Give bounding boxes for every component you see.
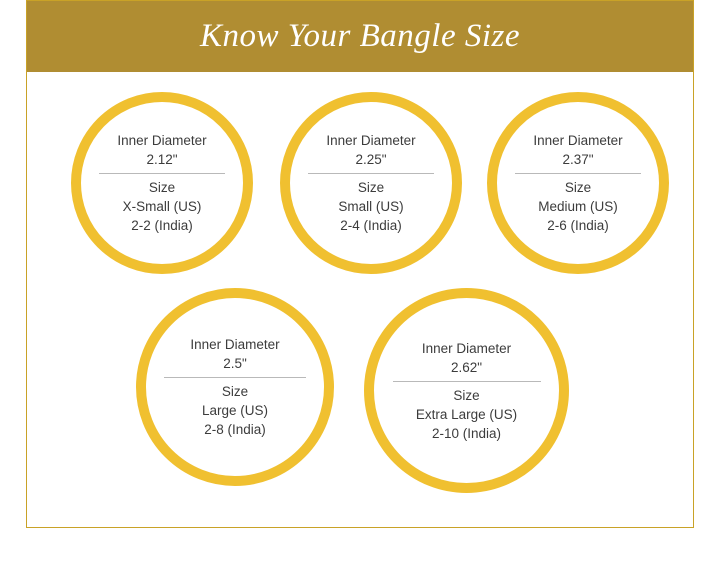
bangle-text-block — [164, 335, 306, 439]
inner-diameter-label: Inner Diameter — [533, 133, 623, 148]
inner-diameter-label: Inner Diameter — [421, 340, 512, 356]
divider — [515, 173, 641, 174]
chart-header-banner — [27, 1, 693, 72]
size-label: Size — [357, 180, 385, 195]
bangle-size-large — [136, 288, 334, 486]
bangle-size-xsmall — [71, 92, 253, 274]
bangle-text-block — [308, 131, 434, 235]
divider — [164, 377, 306, 378]
bangle-size-extra-large — [364, 288, 569, 493]
size-us-value: Large (US) — [201, 403, 268, 418]
inner-diameter-value: 2.12" — [146, 152, 178, 167]
page-title: Know Your Bangle Size — [199, 18, 521, 54]
size-india-value: 2-10 (India) — [431, 425, 502, 441]
size-label: Size — [148, 180, 176, 195]
divider — [99, 173, 225, 174]
bangle-size-medium — [487, 92, 669, 274]
size-india-value: 2-8 (India) — [204, 422, 266, 437]
size-label: Size — [221, 384, 249, 399]
divider — [393, 381, 541, 382]
size-us-value: X-Small (US) — [122, 199, 202, 214]
divider — [308, 173, 434, 174]
inner-diameter-value: 2.37" — [562, 152, 594, 167]
inner-diameter-value: 2.5" — [223, 356, 247, 371]
bangle-text-block — [393, 339, 541, 443]
size-label: Size — [453, 387, 480, 403]
bangle-text-block — [99, 131, 225, 235]
inner-diameter-label: Inner Diameter — [326, 133, 416, 148]
size-us-value: Medium (US) — [538, 199, 618, 214]
bangle-size-small — [280, 92, 462, 274]
inner-diameter-value: 2.62" — [450, 359, 483, 375]
size-us-value: Small (US) — [338, 199, 404, 214]
bangle-size-chart-card — [26, 0, 694, 528]
inner-diameter-value: 2.25" — [355, 152, 387, 167]
bangle-text-block — [515, 131, 641, 235]
size-india-value: 2-2 (India) — [131, 218, 193, 233]
inner-diameter-label: Inner Diameter — [117, 133, 207, 148]
size-label: Size — [564, 180, 592, 195]
size-india-value: 2-4 (India) — [340, 218, 402, 233]
size-us-value: Extra Large (US) — [415, 406, 518, 422]
inner-diameter-label: Inner Diameter — [190, 337, 280, 352]
size-india-value: 2-6 (India) — [547, 218, 609, 233]
